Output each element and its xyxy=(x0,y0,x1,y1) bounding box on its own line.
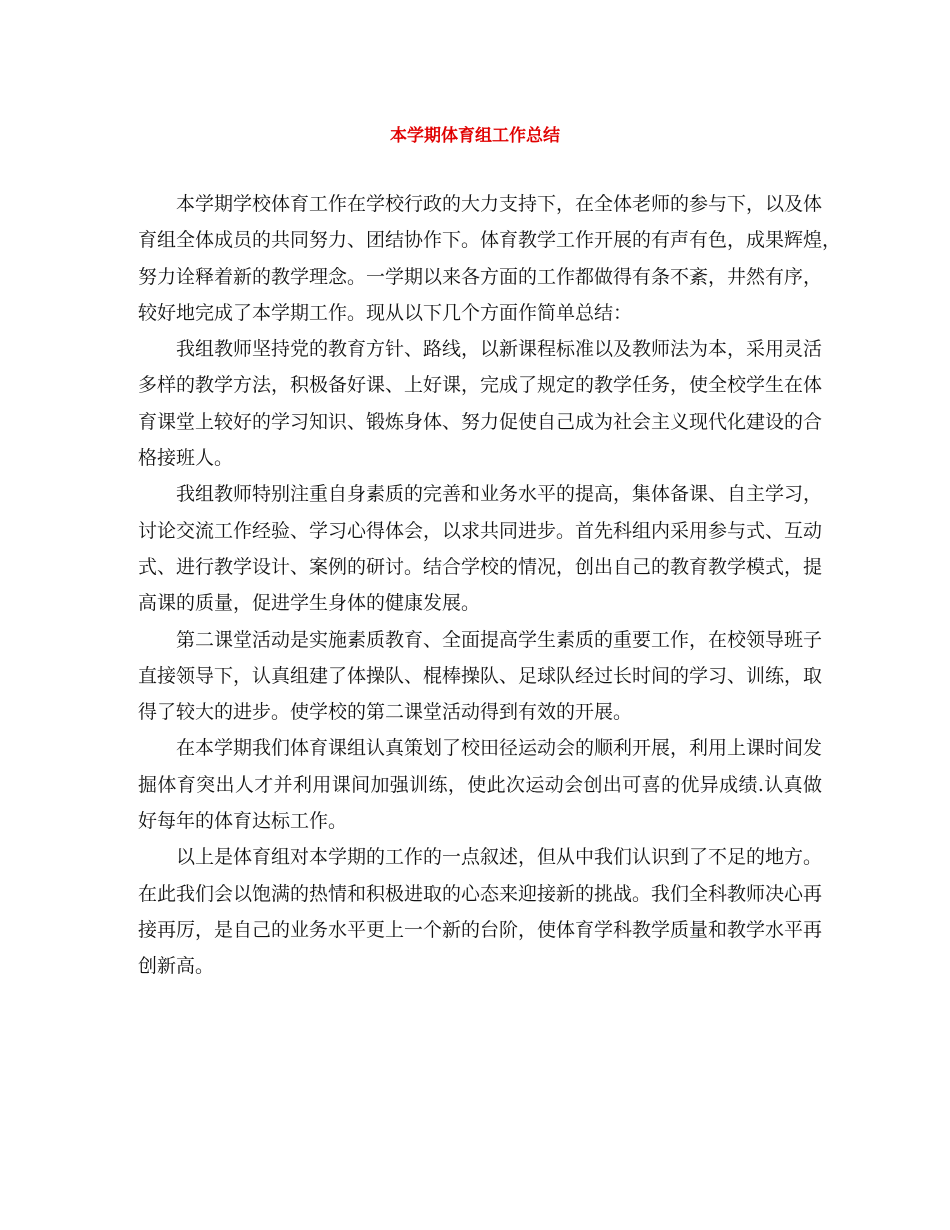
text-line: 高课的质量，促进学生身体的健康发展。 xyxy=(138,592,481,615)
text-line: 以上是体育组对本学期的工作的一点叙述，但从中我们认识到了不足的地方。 xyxy=(176,846,823,869)
text-line: 讨论交流工作经验、学习心得体会，以求共同进步。首先科组内采用参与式、互动 xyxy=(138,519,823,542)
text-line: 在此我们会以饱满的热情和积极进取的心态来迎接新的挑战。我们全科教师决心再 xyxy=(138,882,823,905)
text-line: 我组教师特别注重自身素质的完善和业务水平的提高，集体备课、自主学习， xyxy=(176,483,823,506)
text-line: 得了较大的进步。使学校的第二课堂活动得到有效的开展。 xyxy=(138,701,633,724)
text-line: 多样的教学方法，积极备好课、上好课，完成了规定的教学任务，使全校学生在体 xyxy=(138,374,823,397)
text-line: 掘体育突出人才并利用课间加强训练，使此次运动会创出可喜的优异成绩.认真做 xyxy=(138,773,822,796)
paragraph-teaching xyxy=(138,331,822,476)
text-line: 第二课堂活动是实施素质教育、全面提高学生素质的重要工作，在校领导班子 xyxy=(176,628,823,651)
paragraph-sports-meet xyxy=(138,730,822,839)
text-line: 努力诠释着新的教学理念。一学期以来各方面的工作都做得有条不紊，井然有序， xyxy=(138,265,823,288)
text-line: 较好地完成了本学期工作。现从以下几个方面作简单总结： xyxy=(138,301,633,324)
text-line: 育课堂上较好的学习知识、锻炼身体、努力促使自己成为社会主义现代化建设的合 xyxy=(138,410,823,433)
text-line: 式、进行教学设计、案例的研讨。结合学校的情况，创出自己的教育教学模式，提 xyxy=(138,555,823,578)
paragraph-professional-development xyxy=(138,476,822,621)
paragraph-intro xyxy=(138,186,842,331)
text-line: 我组教师坚持党的教育方针、路线，以新课程标准以及教师法为本，采用灵活 xyxy=(176,338,823,361)
text-line: 接再厉，是自己的业务水平更上一个新的台阶，使体育学科教学质量和教学水平再 xyxy=(138,918,823,941)
text-line: 直接领导下，认真组建了体操队、棍棒操队、足球队经过长时间的学习、训练，取 xyxy=(138,664,823,687)
text-line: 好每年的体育达标工作。 xyxy=(138,810,348,833)
text-line: 本学期学校体育工作在学校行政的大力支持下，在全体老师的参与下，以及体 xyxy=(176,193,823,215)
document-title: 本学期体育组工作总结 xyxy=(390,126,560,146)
text-line: 创新高。 xyxy=(138,955,215,978)
text-line: 格接班人。 xyxy=(138,447,234,470)
text-line: 在本学期我们体育课组认真策划了校田径运动会的顺利开展，利用上课时间发 xyxy=(176,737,823,760)
paragraph-conclusion xyxy=(138,839,822,984)
document-body xyxy=(138,186,842,985)
paragraph-extracurricular xyxy=(138,622,822,731)
text-line: 育组全体成员的共同努力、团结协作下。体育教学工作开展的有声有色，成果辉煌， xyxy=(138,229,842,252)
